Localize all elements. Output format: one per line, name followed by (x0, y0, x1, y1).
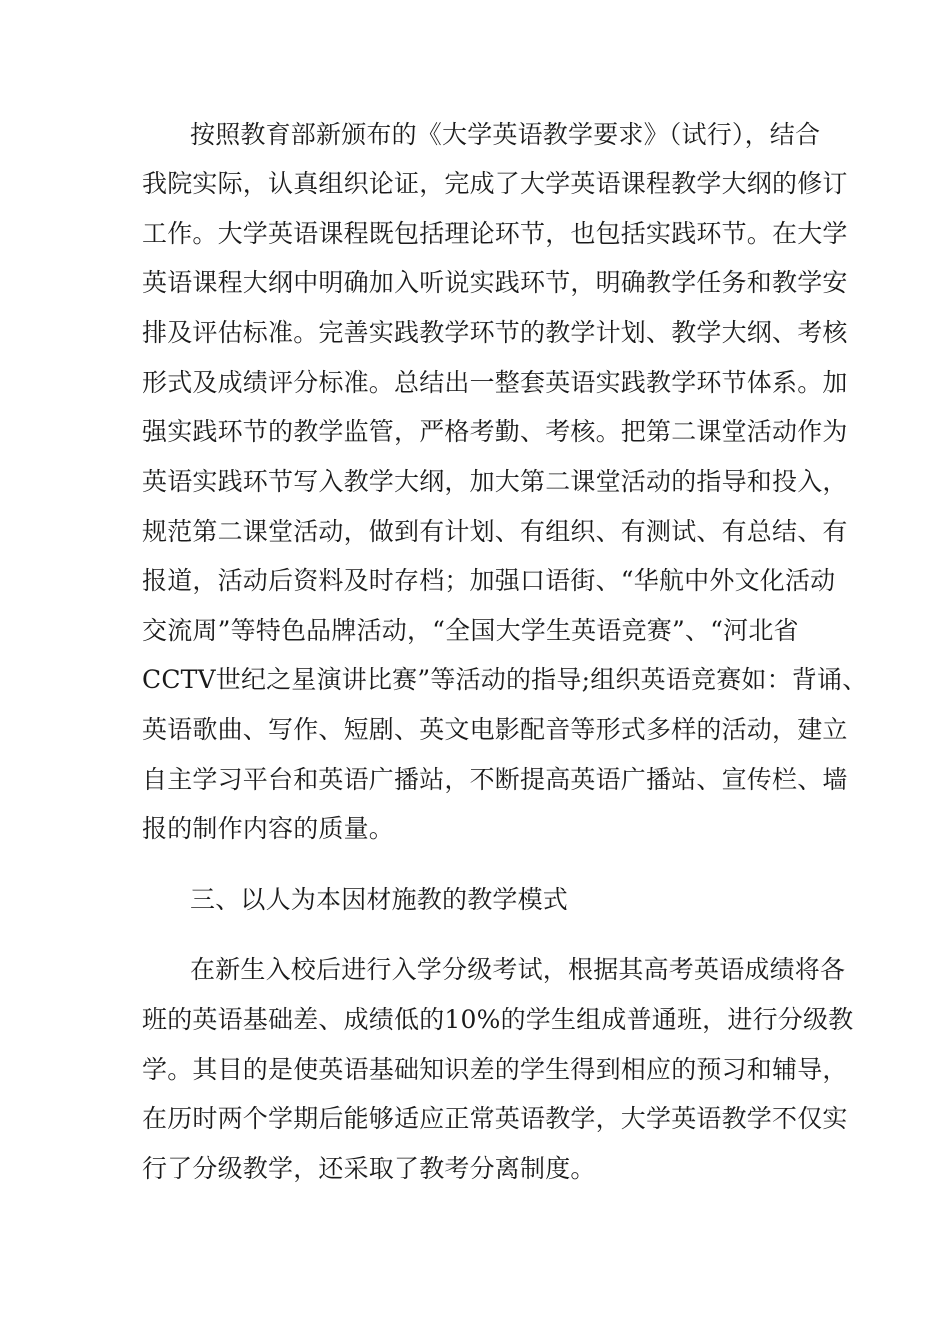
paragraph-1-line-10: 报道，活动后资料及时存档；加强口语街、“华航中外文化活动 (142, 566, 836, 595)
paragraph-1-line-8: 英语实践环节写入教学大纲，加大第二课堂活动的指导和投入， (142, 467, 848, 496)
paragraph-1-line-11: 交流周”等特色品牌活动，“全国大学生英语竞赛”、“河北省 (142, 616, 799, 645)
paragraph-2-line-2: 班的英语基础差、成绩低的10%的学生组成普通班，进行分级教 (142, 1005, 854, 1034)
paragraph-1-line-14: 自主学习平台和英语广播站，不断提高英语广播站、宣传栏、墙 (142, 765, 848, 794)
paragraph-1-line-7: 强实践环节的教学监管，严格考勤、考核。把第二课堂活动作为 (142, 417, 848, 446)
paragraph-1-line-4: 英语课程大纲中明确加入听说实践环节，明确教学任务和教学安 (142, 268, 848, 297)
paragraph-2-line-5: 行了分级教学，还采取了教考分离制度。 (142, 1154, 596, 1183)
paragraph-1-line-13: 英语歌曲、写作、短剧、英文电影配音等形式多样的活动，建立 (142, 715, 848, 744)
paragraph-1-line-6: 形式及成绩评分标准。总结出一整套英语实践教学环节体系。加 (142, 368, 848, 397)
paragraph-1-line-2: 我院实际，认真组织论证，完成了大学英语课程教学大纲的修订 (142, 169, 848, 198)
paragraph-1-line-15: 报的制作内容的质量。 (142, 814, 395, 843)
paragraph-1-line-12: CCTV世纪之星演讲比赛”等活动的指导;组织英语竞赛如：背诵、 (142, 665, 868, 694)
paragraph-1-line-3: 工作。大学英语课程既包括理论环节，也包括实践环节。在大学 (142, 219, 848, 248)
paragraph-1-line-5: 排及评估标准。完善实践教学环节的教学计划、教学大纲、考核 (142, 318, 848, 347)
paragraph-1-line-1: 按照教育部新颁布的《大学英语教学要求》（试行），结合 (190, 120, 821, 149)
paragraph-1-line-9: 规范第二课堂活动，做到有计划、有组织、有测试、有总结、有 (142, 517, 848, 546)
section-heading: 三、以人为本因材施教的教学模式 (190, 885, 569, 914)
paragraph-2-line-1: 在新生入校后进行入学分级考试，根据其高考英语成绩将各 (190, 955, 846, 984)
paragraph-2-line-3: 学。其目的是使英语基础知识差的学生得到相应的预习和辅导， (142, 1055, 848, 1084)
paragraph-2-line-4: 在历时两个学期后能够适应正常英语教学，大学英语教学不仅实 (142, 1104, 848, 1133)
